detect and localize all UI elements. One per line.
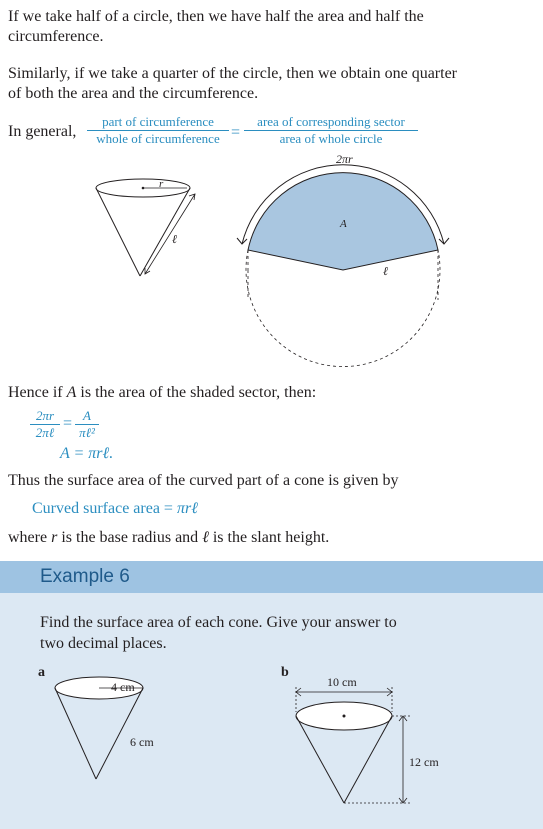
cone-slant-label: ℓ bbox=[172, 232, 177, 246]
example-title: Example 6 bbox=[40, 566, 130, 587]
part-a-label: a bbox=[38, 665, 45, 680]
equation-equals: = bbox=[63, 415, 73, 432]
curved-surface-formula: Curved surface area = πrℓ bbox=[32, 500, 198, 517]
fraction-circumference-numerator: part of circumference bbox=[87, 114, 229, 131]
equation-result: A = πrℓ. bbox=[60, 445, 114, 462]
similarly-line-1: Similarly, if we take a quarter of the circle, then we obtain one quarter bbox=[8, 65, 457, 82]
cone-b-diameter-label: 10 cm bbox=[327, 675, 357, 689]
equation-right-fraction: A πℓ² bbox=[75, 408, 99, 441]
example-question-line-1: Find the surface area of each cone. Give your answer to bbox=[40, 614, 397, 631]
where-text: where r is the base radius and ℓ is the slant height. bbox=[8, 529, 330, 546]
thus-text: Thus the surface area of the curved part of a cone is given by bbox=[8, 472, 399, 489]
sector-radius-label: ℓ bbox=[383, 264, 388, 278]
cone-radius-label: r bbox=[159, 178, 164, 190]
fraction-circumference-denominator: whole of circumference bbox=[96, 131, 220, 146]
fraction-area-denominator: area of whole circle bbox=[279, 131, 383, 146]
cone-b-height-label: 12 cm bbox=[409, 755, 439, 769]
cone-a-radius-label: 4 cm bbox=[111, 680, 135, 694]
arc-label-2pir: 2πr bbox=[336, 152, 353, 166]
cone-a-slant-label: 6 cm bbox=[130, 735, 154, 749]
in-general-label: In general, bbox=[8, 123, 77, 140]
fraction-area-numerator: area of corresponding sector bbox=[244, 114, 418, 131]
example-question-line-2: two decimal places. bbox=[40, 635, 167, 652]
similarly-line-2: of both the area and the circumference. bbox=[8, 85, 259, 102]
intro-line-2: circumference. bbox=[8, 28, 104, 45]
intro-line-1: If we take half of a circle, then we have half the area and half the bbox=[8, 8, 424, 25]
equation-left-fraction: 2πr 2πℓ bbox=[30, 408, 60, 441]
sector-area-label: A bbox=[340, 218, 347, 230]
hence-text: Hence if A is the area of the shaded sector, then: bbox=[8, 384, 317, 401]
equals-sign: = bbox=[231, 124, 241, 141]
part-b-label: b bbox=[281, 665, 289, 680]
